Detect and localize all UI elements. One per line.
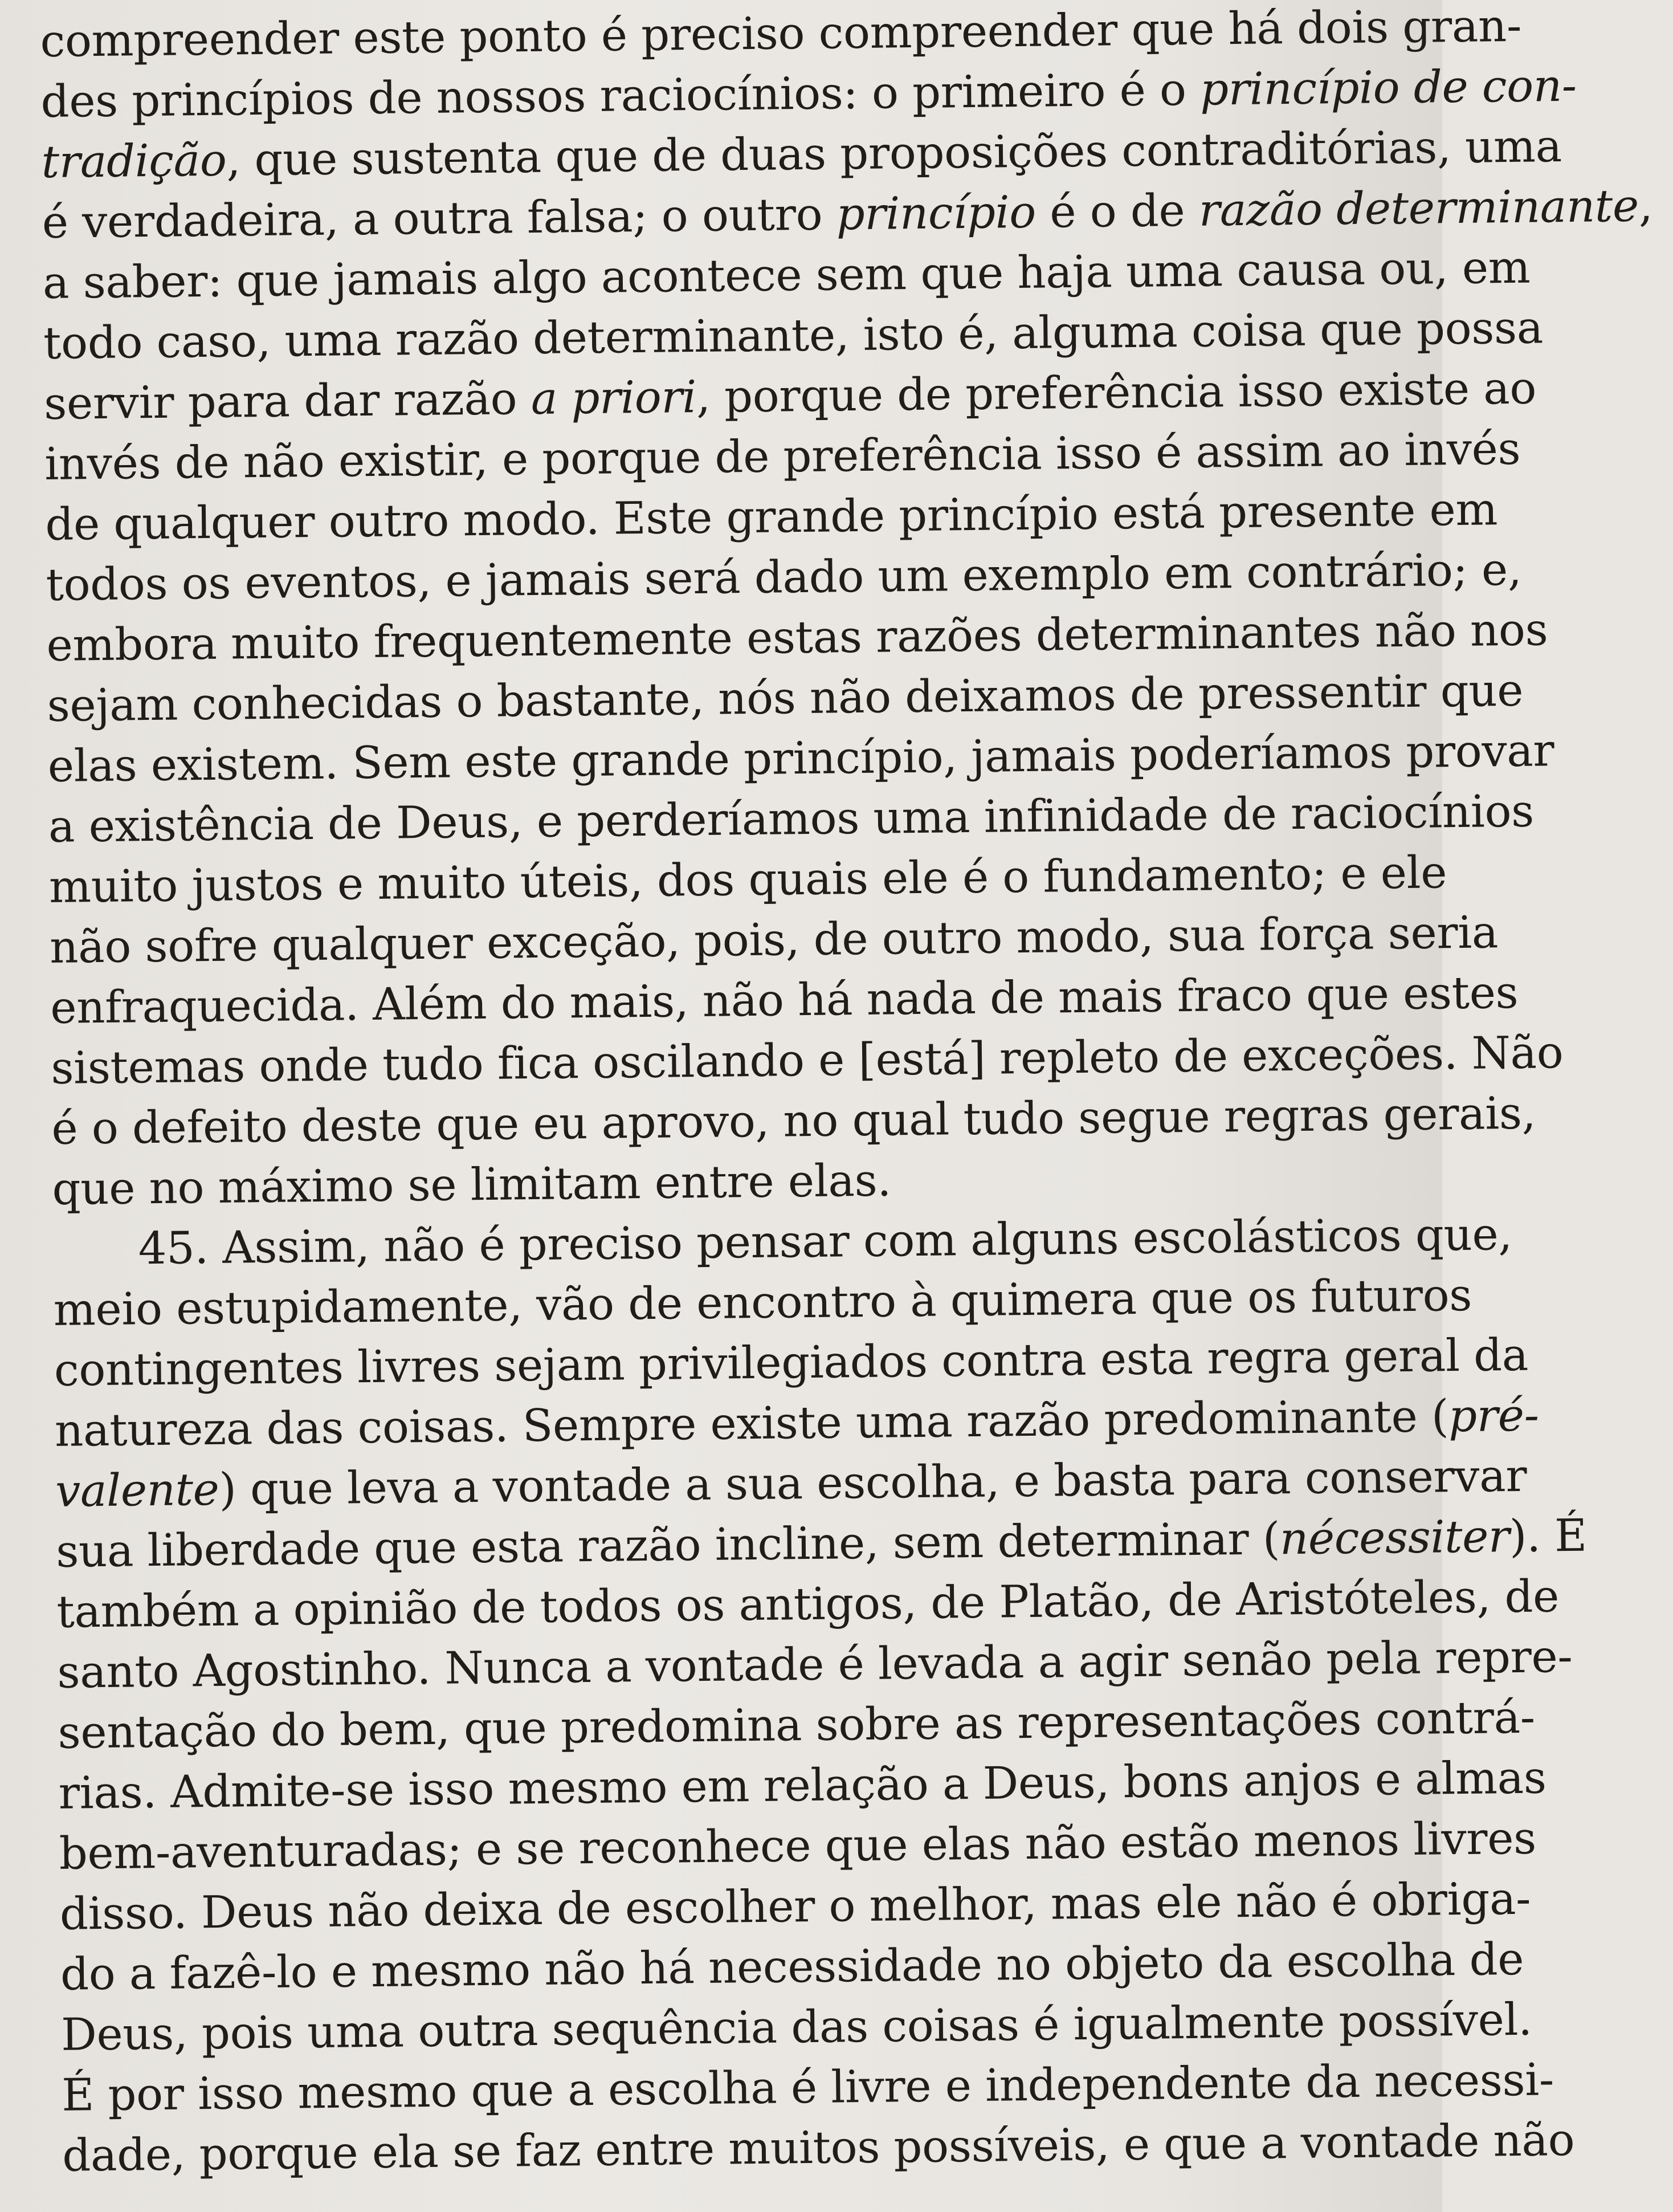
text-run: todo caso, uma razão determinante, isto é, alguma coisa que possa xyxy=(43,302,1544,369)
text-run: elas existem. Sem este grande princípio, jamais poderíamos provar xyxy=(47,725,1554,792)
text-run: a saber: que jamais algo acontece sem que haja uma causa ou, em xyxy=(42,242,1531,309)
text-run: sentação do bem, que predomina sobre as representações contrá- xyxy=(58,1692,1536,1759)
text-run: Deus, pois uma outra sequência das coisas é igualmente possível. xyxy=(60,1994,1533,2061)
italic-term: valente xyxy=(55,1464,219,1517)
text-run: é o de xyxy=(1035,185,1199,238)
body-text xyxy=(40,0,1653,2186)
text-run: rias. Admite-se isso mesmo em relação a Deus, bons anjos e almas xyxy=(58,1752,1547,1819)
text-run: disso. Deus não deixa de escolher o melhor, mas ele não é obriga- xyxy=(59,1873,1531,1940)
text-run: santo Agostinho. Nunca a vontade é levada a agir senão pela repre- xyxy=(57,1631,1573,1698)
text-run: a existência de Deus, e perderíamos uma infinidade de raciocínios xyxy=(48,785,1535,853)
text-run: des princípios de nossos raciocínios: o primeiro é o xyxy=(40,64,1201,128)
italic-term: pré- xyxy=(1448,1390,1540,1443)
text-run: é o defeito deste que eu aprovo, no qual tudo segue regras gerais, xyxy=(51,1087,1536,1155)
text-run: enfraquecida. Além do mais, não há nada de mais fraco que estes xyxy=(50,967,1519,1034)
text-run: todos os eventos, e jamais será dado um exemplo em contrário; e, xyxy=(46,544,1522,611)
text-run: dade, porque ela se faz entre muitos possíveis, e que a vontade não xyxy=(62,2115,1575,2182)
text-run: ). É xyxy=(1509,1510,1588,1563)
text-run: , que sustenta que de duas proposições contraditórias, uma xyxy=(226,121,1562,186)
italic-term: tradição xyxy=(41,135,227,188)
text-run: sua liberdade que esta razão incline, sem determinar ( xyxy=(55,1513,1280,1578)
text-run: contingentes livres sejam privilegiados contra esta regra geral da xyxy=(54,1329,1529,1396)
text-run: , porque de preferência isso existe ao xyxy=(696,362,1537,423)
italic-term: princípio de con- xyxy=(1199,60,1577,116)
italic-term: nécessiter xyxy=(1279,1511,1510,1565)
text-run: de qualquer outro modo. Este grande princípio está presente em xyxy=(44,484,1498,551)
text-run: É por isso mesmo que a escolha é livre e independente da necessi- xyxy=(61,2054,1554,2121)
text-run: meio estupidamente, vão de encontro à quimera que os futuros xyxy=(53,1269,1472,1336)
text-run: natureza das coisas. Sempre existe uma razão predominante ( xyxy=(54,1391,1449,1457)
text-run: ) que leva a vontade a sua escolha, e basta para conservar xyxy=(219,1450,1527,1516)
italic-term: razão determinante xyxy=(1198,180,1639,237)
text-run: é verdadeira, a outra falsa; o outro xyxy=(42,189,837,249)
text-run: compreender este ponto é preciso compreender que há dois gran- xyxy=(40,0,1522,67)
text-run: sistemas onde tudo fica oscilando e [está] repleto de exceções. Não xyxy=(50,1027,1564,1094)
italic-term: princípio xyxy=(836,186,1037,241)
text-run: bem-aventuradas; e se reconhece que elas não estão menos livres xyxy=(59,1812,1537,1880)
text-run: servir para dar razão xyxy=(43,373,532,430)
text-run: muito justos e muito úteis, dos quais ele é o fundamento; e ele xyxy=(48,847,1447,913)
italic-term: a priori xyxy=(531,371,697,425)
text-run: do a fazê-lo e mesmo não há necessidade no objeto da escolha de xyxy=(60,1933,1524,2001)
text-run: embora muito frequentemente estas razões determinantes não nos xyxy=(46,604,1548,671)
text-run: também a opinião de todos os antigos, de Platão, de Aristóteles, de xyxy=(56,1571,1560,1638)
text-run: invés de não existir, e porque de preferência isso é assim ao invés xyxy=(44,423,1521,490)
text-run: que no máximo se limitam entre elas. xyxy=(52,1155,892,1215)
text-run: , xyxy=(1638,180,1653,232)
text-run: não sofre qualquer exceção, pois, de outro modo, sua força seria xyxy=(49,907,1499,973)
text-run: 45. Assim, não é preciso pensar com alguns escolásticos que, xyxy=(138,1209,1513,1275)
text-run: sejam conhecidas o bastante, nós não deixamos de pressentir que xyxy=(47,665,1524,732)
